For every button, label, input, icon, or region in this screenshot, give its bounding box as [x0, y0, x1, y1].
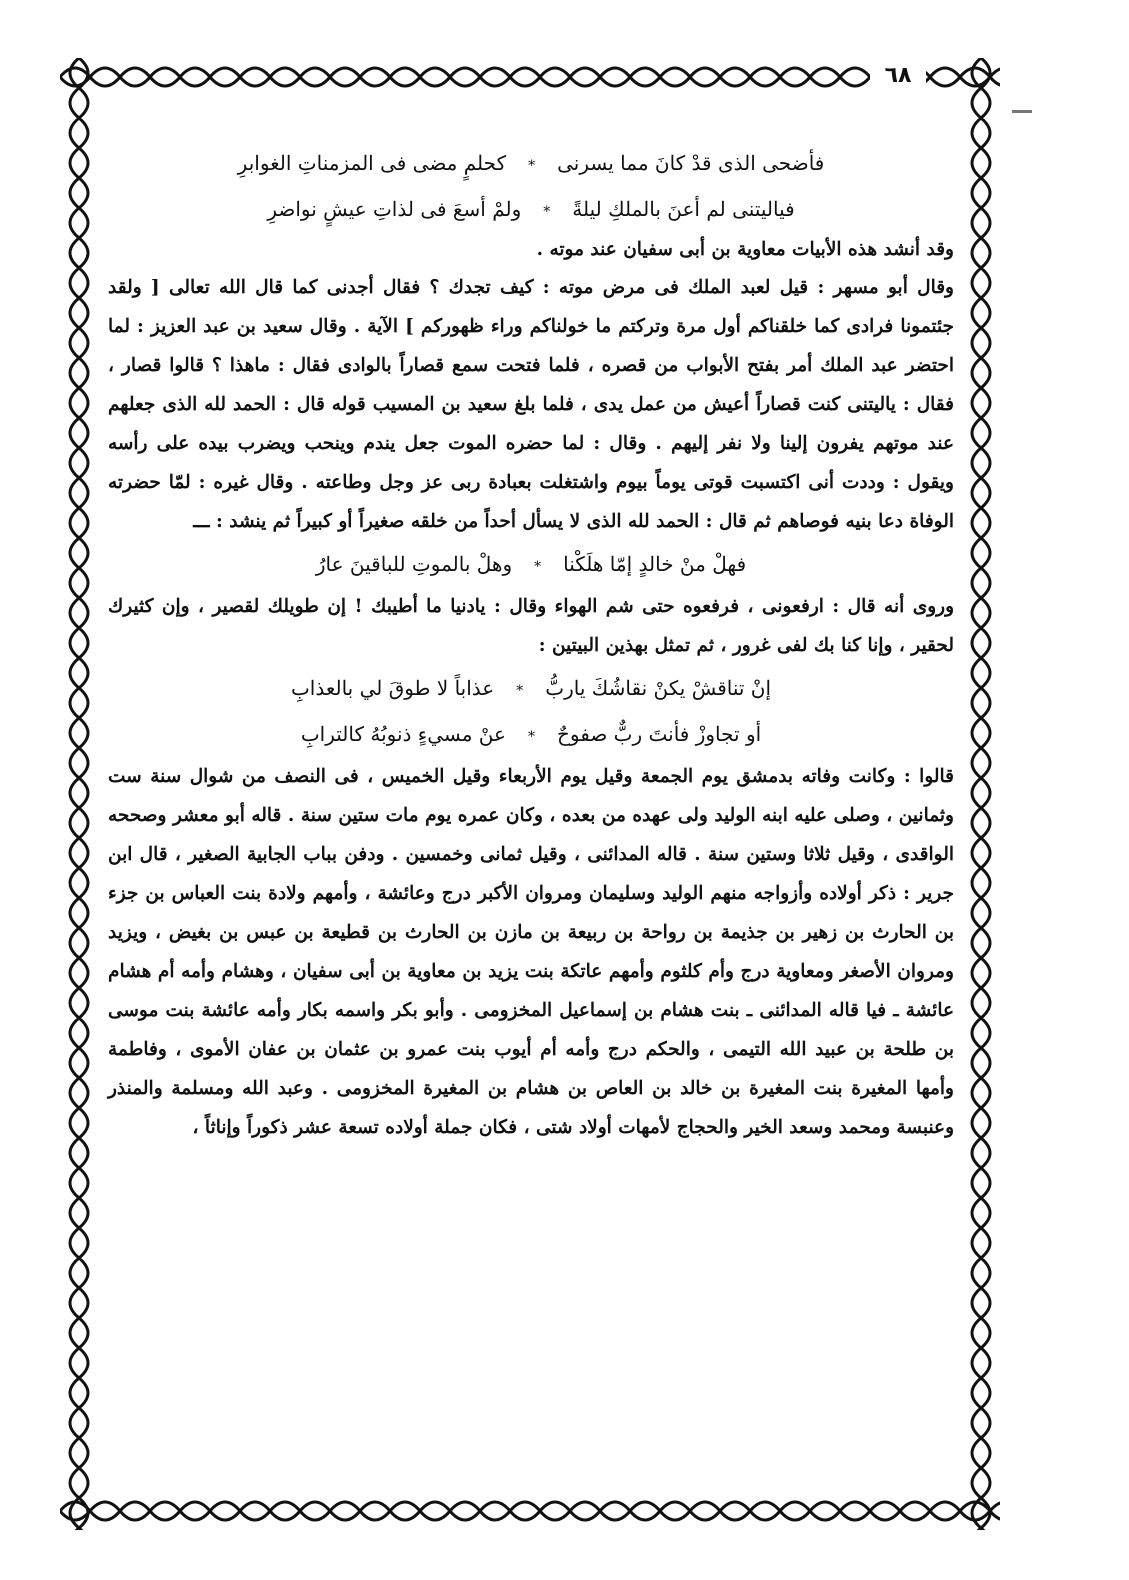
verse-line: [108, 186, 954, 232]
border-cross-mark: [834, 71, 846, 83]
verse-line: [108, 140, 954, 186]
border-cross-mark: [894, 1505, 906, 1517]
border-cross-mark: [73, 1132, 85, 1144]
border-cross-mark: [73, 592, 85, 604]
border-cross-mark: [975, 862, 987, 874]
border-cross-mark: [444, 71, 456, 83]
border-cross-mark: [73, 862, 85, 874]
border-cross-mark: [73, 1222, 85, 1234]
border-cross-mark: [73, 772, 85, 784]
border-cross-mark: [73, 982, 85, 994]
border-cross-mark: [924, 1505, 936, 1517]
border-cross-mark: [73, 622, 85, 634]
border-cross-mark: [73, 202, 85, 214]
border-cross-mark: [975, 952, 987, 964]
border-cross-mark: [975, 832, 987, 844]
verse-separator: *: [528, 158, 536, 174]
border-cross-mark: [975, 442, 987, 454]
border-cross-mark: [73, 1312, 85, 1324]
border-cross-mark: [73, 922, 85, 934]
border-cross-mark: [294, 1505, 306, 1517]
border-cross-mark: [975, 232, 987, 244]
border-cross-mark: [654, 1505, 666, 1517]
border-cross-mark: [594, 1505, 606, 1517]
border-cross-mark: [975, 1312, 987, 1324]
border-cross-mark: [264, 71, 276, 83]
margin-mark: [1012, 110, 1032, 113]
border-cross-mark: [564, 71, 576, 83]
border-cross-mark: [73, 232, 85, 244]
border-cross-mark: [975, 592, 987, 604]
border-cross-mark: [73, 442, 85, 454]
border-cross-mark: [73, 802, 85, 814]
border-cross-mark: [73, 742, 85, 754]
border-cross-mark: [474, 71, 486, 83]
page-text: [108, 108, 954, 1488]
border-cross-mark: [73, 502, 85, 514]
border-cross-mark: [714, 1505, 726, 1517]
verse-separator: *: [543, 204, 551, 220]
border-cross-mark: [144, 1505, 156, 1517]
border-cross-mark: [975, 1192, 987, 1204]
border-cross-mark: [73, 952, 85, 964]
border-cross-mark: [975, 1372, 987, 1384]
border-cross-mark: [73, 172, 85, 184]
border-braid-strand: [981, 58, 990, 1530]
border-cross-mark: [174, 1505, 186, 1517]
border-cross-mark: [975, 82, 987, 94]
border-cross-mark: [73, 292, 85, 304]
border-cross-mark: [975, 652, 987, 664]
border-cross-mark: [975, 202, 987, 214]
verse-hemistich-left: عذاباً لا طوقَ لي بالعذابِ: [290, 676, 495, 700]
verse-hemistich-right: فهلْ منْ خالدٍ إمّا هلَكْنا: [563, 552, 747, 576]
border-cross-mark: [234, 1505, 246, 1517]
border-cross-mark: [975, 1282, 987, 1294]
border-cross-mark: [975, 892, 987, 904]
border-cross-mark: [975, 382, 987, 394]
border-cross-mark: [384, 1505, 396, 1517]
verse-hemistich-right: فأضحى الذى قدْ كانَ مما يسرنى: [557, 151, 825, 175]
border-cross-mark: [624, 1505, 636, 1517]
border-cross-mark: [504, 1505, 516, 1517]
border-cross-mark: [804, 1505, 816, 1517]
border-cross-mark: [73, 1012, 85, 1024]
border-cross-mark: [564, 1505, 576, 1517]
border-cross-mark: [975, 172, 987, 184]
border-cross-mark: [234, 71, 246, 83]
border-braid-strand: [60, 1511, 1000, 1520]
border-cross-mark: [474, 1505, 486, 1517]
border-cross-mark: [73, 1462, 85, 1474]
border-cross-mark: [73, 1162, 85, 1174]
border-cross-mark: [204, 1505, 216, 1517]
border-cross-mark: [114, 1505, 126, 1517]
border-cross-mark: [654, 71, 666, 83]
verse-hemistich-left: وهلْ بالموتِ للباقينَ عارُ: [315, 552, 513, 576]
border-cross-mark: [804, 71, 816, 83]
border-cross-mark: [73, 472, 85, 484]
border-cross-mark: [73, 1072, 85, 1084]
border-cross-mark: [384, 71, 396, 83]
border-cross-mark: [354, 1505, 366, 1517]
page-number: ٦٨: [870, 62, 926, 90]
verse-hemistich-right: إنْ تناقشْ يكنْ نقاشُكَ ياربُّ: [545, 676, 772, 700]
border-cross-mark: [73, 112, 85, 124]
border-cross-mark: [774, 71, 786, 83]
border-cross-mark: [975, 772, 987, 784]
border-cross-mark: [73, 1102, 85, 1114]
border-cross-mark: [73, 1432, 85, 1444]
border-braid-strand: [972, 58, 981, 1530]
verse-separator: *: [527, 729, 535, 745]
border-cross-mark: [264, 1505, 276, 1517]
border-cross-mark: [975, 292, 987, 304]
border-cross-mark: [774, 1505, 786, 1517]
border-cross-mark: [294, 71, 306, 83]
verse-hemistich-left: عنْ مسيءٍ ذنوبُهُ كالترابِ: [300, 722, 506, 746]
border-cross-mark: [534, 1505, 546, 1517]
border-cross-mark: [354, 71, 366, 83]
border-cross-mark: [174, 71, 186, 83]
border-cross-mark: [594, 71, 606, 83]
border-cross-mark: [73, 1252, 85, 1264]
border-cross-mark: [975, 1012, 987, 1024]
border-cross-mark: [975, 1342, 987, 1354]
verse-hemistich-left: كحلمٍ مضى فى المزمناتِ الغوابرِ: [237, 151, 507, 175]
border-cross-mark: [975, 1252, 987, 1264]
border-cross-mark: [975, 562, 987, 574]
border-cross-mark: [834, 1505, 846, 1517]
border-cross-mark: [744, 1505, 756, 1517]
border-cross-mark: [414, 1505, 426, 1517]
verse-line: [108, 665, 954, 711]
border-cross-mark: [144, 71, 156, 83]
border-cross-mark: [73, 1372, 85, 1384]
border-cross-mark: [975, 322, 987, 334]
border-braid-strand: [60, 77, 1000, 86]
border-cross-mark: [975, 472, 987, 484]
border-cross-mark: [975, 1042, 987, 1054]
border-cross-mark: [73, 82, 85, 94]
border-braid-strand: [70, 58, 79, 1530]
border-cross-mark: [73, 142, 85, 154]
border-cross-mark: [73, 652, 85, 664]
border-cross-mark: [684, 71, 696, 83]
verse-hemistich-right: فياليتنى لم أعنَ بالملكِ ليلةً: [572, 197, 795, 221]
border-cross-mark: [714, 71, 726, 83]
border-cross-mark: [73, 892, 85, 904]
border-cross-mark: [73, 262, 85, 274]
border-cross-mark: [73, 382, 85, 394]
border-cross-mark: [975, 1432, 987, 1444]
border-cross-mark: [975, 112, 987, 124]
verse-line: [108, 541, 954, 587]
ornamental-border-right: [962, 58, 1000, 1530]
border-cross-mark: [73, 832, 85, 844]
border-cross-mark: [975, 682, 987, 694]
border-cross-mark: [975, 982, 987, 994]
border-cross-mark: [975, 502, 987, 514]
verse-attribution: وقد أنشد هذه الأبيات معاوية بن أبى سفيان عند موته .: [536, 239, 954, 260]
border-cross-mark: [73, 562, 85, 574]
ornamental-border-top: [60, 58, 1000, 96]
border-cross-mark: [624, 71, 636, 83]
border-cross-mark: [73, 412, 85, 424]
border-cross-mark: [975, 1072, 987, 1084]
paragraph: قالوا : وكانت وفاته بدمشق يوم الجمعة وقيل يوم الأربعاء وقيل الخميس ، فى النصف من شوال سنة ست وثمانين ، وصلى عليه ابنه الوليد ولى عهده من بعده ، وكان عمره يوم مات ستين سنة . قاله أبو معشر وصححه الواقدى ، وقيل ثلاثا وستين سنة . قاله المدائنى ، وقيل ثمانى وخمسين . ودفن بباب الجابية الصغير ، قال ابن جرير : ذكر أولاده وأزواجه منهم الوليد وسليمان ومروان الأكبر درج وعائشة ، وأمهم ولادة بنت العباس بن جزء بن الحارث بن زهير بن جذيمة بن رواحة بن ربيعة بن مازن بن الحارث بن قطيعة بن عبس بن بغيض ، ويزيد ومروان الأصغر ومعاوية درج وأم كلثوم وأمهم عاتكة بنت يزيد بن معاوية بن أبى سفيان ، وهشام وأمه أم هشام عائشة ـ فيا قاله المدائنى ـ بنت هشام بن إسماعيل المخزومى . وأبو بكر واسمه بكار وأمه عائشة بنت موسى بن طلحة بن عبيد الله التيمى ، والحكم درج وأمه أم أيوب بنت عمرو بن عثمان بن عفان الأموى ، وفاطمة وأمها المغيرة بنت المغيرة بن خالد بن العاص بن هشام بن المغيرة المخزومى . وعبد الله ومسلمة والمنذر وعنبسة ومحمد وسعد الخير والحجاج لأمهات أولاد شتى ، فكان جملة أولاده تسعة عشر ذكوراً وإناثاً ،: [108, 766, 954, 1138]
border-cross-mark: [73, 682, 85, 694]
verse-separator: *: [516, 683, 524, 699]
border-cross-mark: [73, 532, 85, 544]
border-cross-mark: [534, 71, 546, 83]
border-cross-mark: [975, 142, 987, 154]
border-cross-mark: [744, 71, 756, 83]
verse-hemistich-left: ولمْ أسعَ فى لذاتِ عيشٍ نواضرِ: [267, 197, 522, 221]
border-cross-mark: [73, 1192, 85, 1204]
verse-separator: *: [534, 559, 542, 575]
border-cross-mark: [73, 352, 85, 364]
border-cross-mark: [975, 1162, 987, 1174]
verse-hemistich-right: أو تجاوزْ فأنتَ ربٌّ صفوحٌ: [556, 722, 762, 746]
border-cross-mark: [324, 1505, 336, 1517]
border-cross-mark: [975, 1222, 987, 1234]
border-cross-mark: [975, 742, 987, 754]
border-cross-mark: [414, 71, 426, 83]
border-cross-mark: [975, 1492, 987, 1504]
ornamental-border-bottom: [60, 1492, 1000, 1530]
border-cross-mark: [114, 71, 126, 83]
border-cross-mark: [444, 1505, 456, 1517]
border-cross-mark: [73, 1282, 85, 1294]
border-cross-mark: [975, 802, 987, 814]
border-cross-mark: [73, 1042, 85, 1054]
border-cross-mark: [324, 71, 336, 83]
border-cross-mark: [73, 1492, 85, 1504]
border-cross-mark: [975, 412, 987, 424]
border-cross-mark: [504, 71, 516, 83]
border-cross-mark: [73, 322, 85, 334]
border-cross-mark: [975, 1462, 987, 1474]
verse-line: [108, 711, 954, 757]
border-braid-strand: [60, 68, 1000, 77]
border-cross-mark: [975, 622, 987, 634]
border-cross-mark: [975, 352, 987, 364]
ornamental-border-left: [60, 58, 98, 1530]
border-cross-mark: [73, 1342, 85, 1354]
border-cross-mark: [975, 532, 987, 544]
border-cross-mark: [204, 71, 216, 83]
border-cross-mark: [975, 1402, 987, 1414]
border-cross-mark: [975, 712, 987, 724]
border-braid-strand: [60, 1502, 1000, 1511]
paragraph: وروى أنه قال : ارفعونى ، فرفعوه حتى شم الهواء وقال : يادنيا ما أطيبك ! إن طويلك لقصير ، وإن كثيرك لحقير ، وإنا كنا بك لفى غرور ، ثم تمثل بهذين البيتين :: [108, 596, 954, 656]
border-cross-mark: [975, 922, 987, 934]
border-cross-mark: [684, 1505, 696, 1517]
border-cross-mark: [975, 1132, 987, 1144]
border-cross-mark: [975, 262, 987, 274]
border-cross-mark: [975, 1102, 987, 1114]
border-cross-mark: [864, 1505, 876, 1517]
border-cross-mark: [73, 712, 85, 724]
paragraph: وقال أبو مسهر : قيل لعبد الملك فى مرض موته : كيف تجدك ؟ فقال أجدنى كما قال الله تعالى [ ولقد جئتمونا فرادى كما خلقناكم أول مرة وتركتم ما خولناكم وراء ظهوركم ] الآية . وقال سعيد بن عبد العزيز : لما احتضر عبد الملك أمر بفتح الأبواب من قصره ، فلما فتحت سمع قصاراً بالوادى فقال : ماهذا ؟ قالوا قصار ، فقال : ياليتنى كنت قصاراً أعيش من عمل يدى ، فلما بلغ سعيد بن المسيب قوله قال : الحمد لله الذى جعلهم عند موتهم يفرون إلينا ولا نفر إليهم . وقال : لما حضره الموت جعل يندم وينحب ويضرب بيده على رأسه ويقول : وددت أنى اكتسبت قوتى يوماً بيوم واشتغلت بعبادة ربى عز وجل وطاعته . وقال غيره : لمّا حضرته الوفاة دعا بنيه فوصاهم ثم قال : الحمد لله الذى لا يسأل أحداً من خلقه صغيراً أو كبيراً ثم ينشد : ـــ: [108, 277, 954, 532]
border-cross-mark: [73, 1402, 85, 1414]
border-braid-strand: [79, 58, 88, 1530]
